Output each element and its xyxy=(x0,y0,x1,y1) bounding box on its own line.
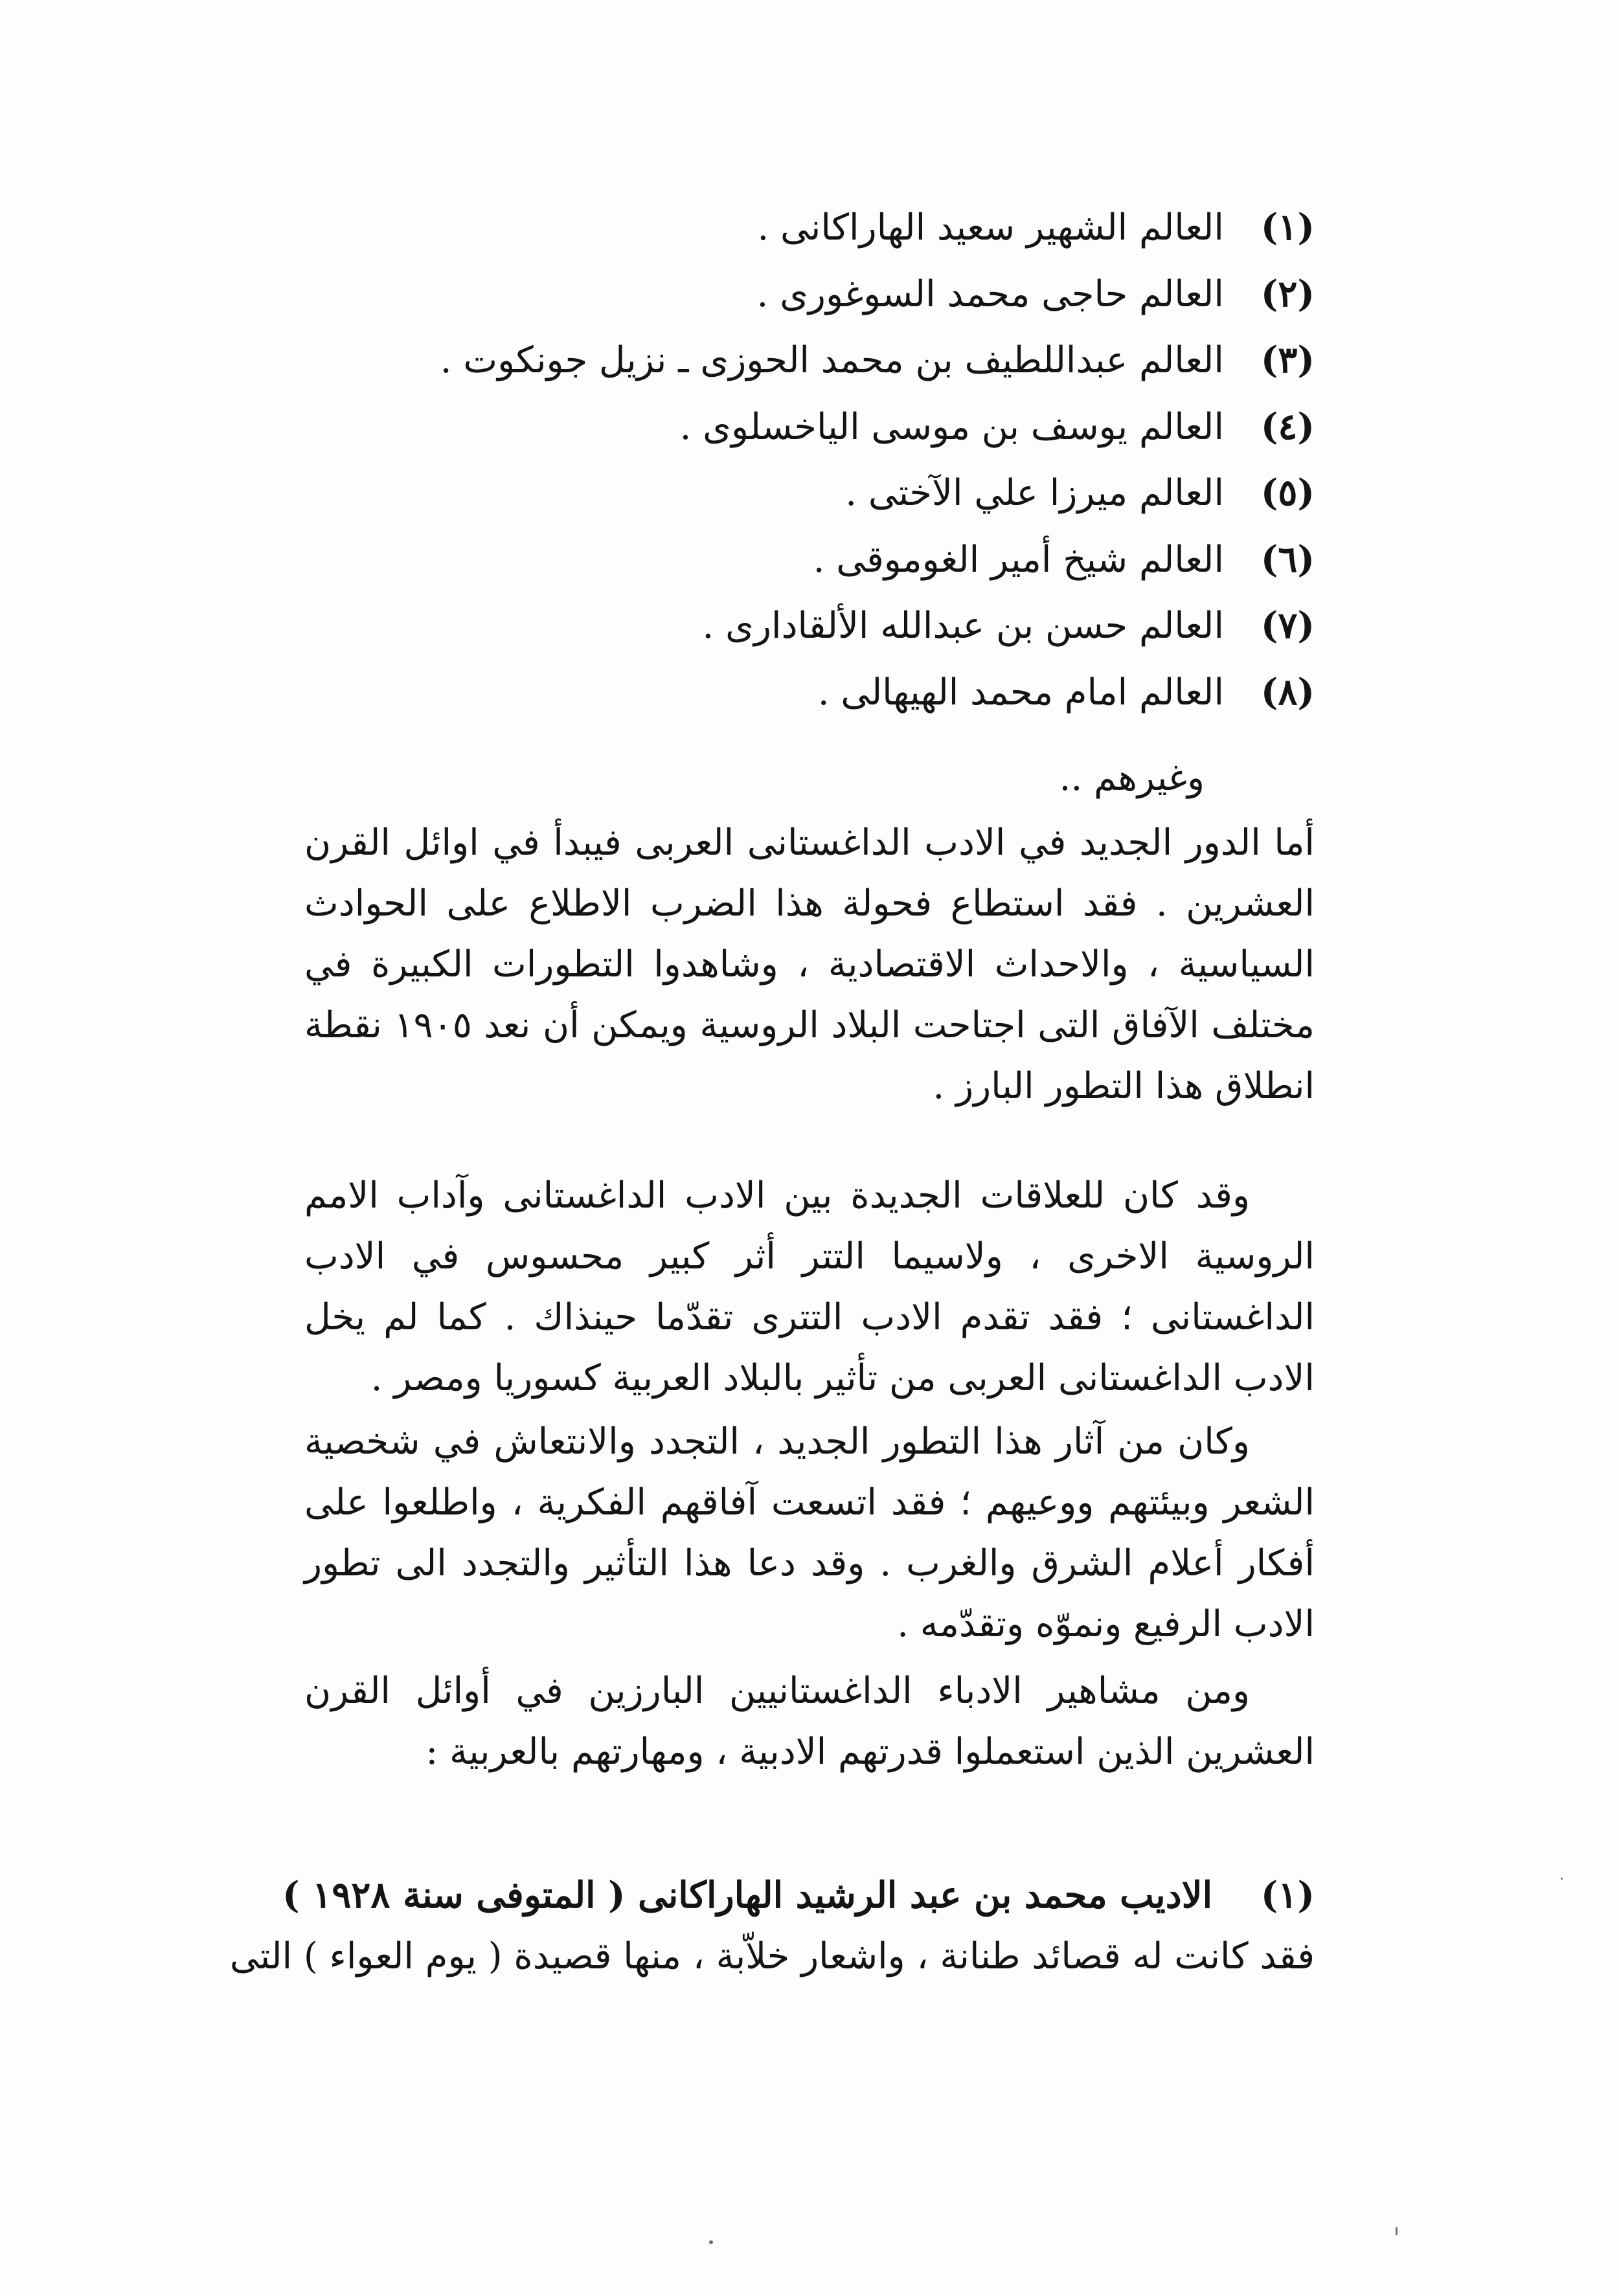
list-item-number: (٤) xyxy=(1260,405,1315,448)
list-item xyxy=(304,339,1315,405)
list-item-text: العالم حسن بن عبدالله الألقادارى . xyxy=(702,605,1224,647)
list-item xyxy=(304,273,1315,339)
paragraph-famous-writers: ومن مشاهير الادباء الداغستانيين البارزين في أوائل القرن العشرين الذين استعملوا قدرتهم الادبية ، ومهارتهم بالعربية : xyxy=(304,1670,1315,1773)
biography-title: الاديب محمد بن عبد الرشيد الهاراكانى ( المتوفى سنة ١٩٢٨ ) xyxy=(282,1874,1213,1917)
biography-number: (١) xyxy=(1260,1874,1315,1917)
scan-speck xyxy=(1396,2227,1398,2235)
list-item xyxy=(304,206,1315,273)
paragraph-new-era: أما الدور الجديد في الادب الداغستانى العربى فيبدأ في اوائل القرن العشرين . فقد استطاع فحولة هذا الضرب الاطلاع على الحوادث السياسية ، والاحداث الاقتصادية ، وشاهدوا التطورات الكبيرة في مختلف الآفاق التى اجتاحت البلاد الروسية ويمكن أن نعد ١٩٠٥ نقطة انطلاق هذا التطور البارز . xyxy=(304,822,1315,1107)
scan-speck xyxy=(709,2240,713,2244)
list-item-number: (٦) xyxy=(1260,537,1315,581)
list-item-number: (٣) xyxy=(1260,339,1315,381)
scan-speck xyxy=(1561,1878,1563,1880)
biography-text: فقد كانت له قصائد طنانة ، واشعار خلاّبة ، منها قصيدة ( يوم العواء ) التى xyxy=(229,1935,1315,1977)
list-item-text: العالم ميرزا علي الآختى . xyxy=(845,472,1224,514)
paragraph-relations: وقد كان للعلاقات الجديدة بين الادب الداغستانى وآداب الامم الروسية الاخرى ، ولاسيما التتر أثر كبير محسوس في الادب الداغستانى ؛ فقد تقدم الادب التترى تقدّما حينذاك . كما لم يخل الادب الداغستانى العربى من تأثير بالبلاد العربية كسوريا ومصر . xyxy=(304,1175,1315,1399)
list-item-number: (٨) xyxy=(1260,670,1315,714)
list-item-text: العالم عبداللطيف بن محمد الحوزى ـ نزيل جونكوت . xyxy=(440,339,1224,381)
list-item-number: (٥) xyxy=(1260,471,1315,514)
list-item-number: (١) xyxy=(1260,206,1315,249)
list-item xyxy=(304,471,1315,538)
list-item-text: العالم شيخ أمير الغوموقى . xyxy=(813,538,1224,581)
list-item-text: العالم حاجى محمد السوغورى . xyxy=(756,273,1224,315)
scholar-list xyxy=(304,206,1315,737)
others-line: وغيرهم .. xyxy=(1059,757,1205,799)
list-item-text: العالم امام محمد الهيهالى . xyxy=(817,671,1224,714)
list-item xyxy=(304,671,1315,737)
list-item-number: (٢) xyxy=(1260,272,1315,315)
list-item-number: (٧) xyxy=(1260,604,1315,647)
list-item xyxy=(304,405,1315,472)
biography-heading xyxy=(282,1865,1315,1926)
list-item xyxy=(304,604,1315,671)
list-item xyxy=(304,538,1315,605)
paragraph-effects: وكان من آثار هذا التطور الجديد ، التجدد والانتعاش في شخصية الشعر وبيئتهم ووعيهم ؛ فقد اتسعت آفاقهم الفكرية ، واطلعوا على أفكار أعلام الشرق والغرب . وقد دعا هذا التأثير والتجدد الى تطور الادب الرفيع ونموّه وتقدّمه . xyxy=(304,1421,1315,1645)
list-item-text: العالم الشهير سعيد الهاراكانى . xyxy=(757,207,1224,249)
list-item-text: العالم يوسف بن موسى الياخسلوى . xyxy=(679,405,1224,448)
